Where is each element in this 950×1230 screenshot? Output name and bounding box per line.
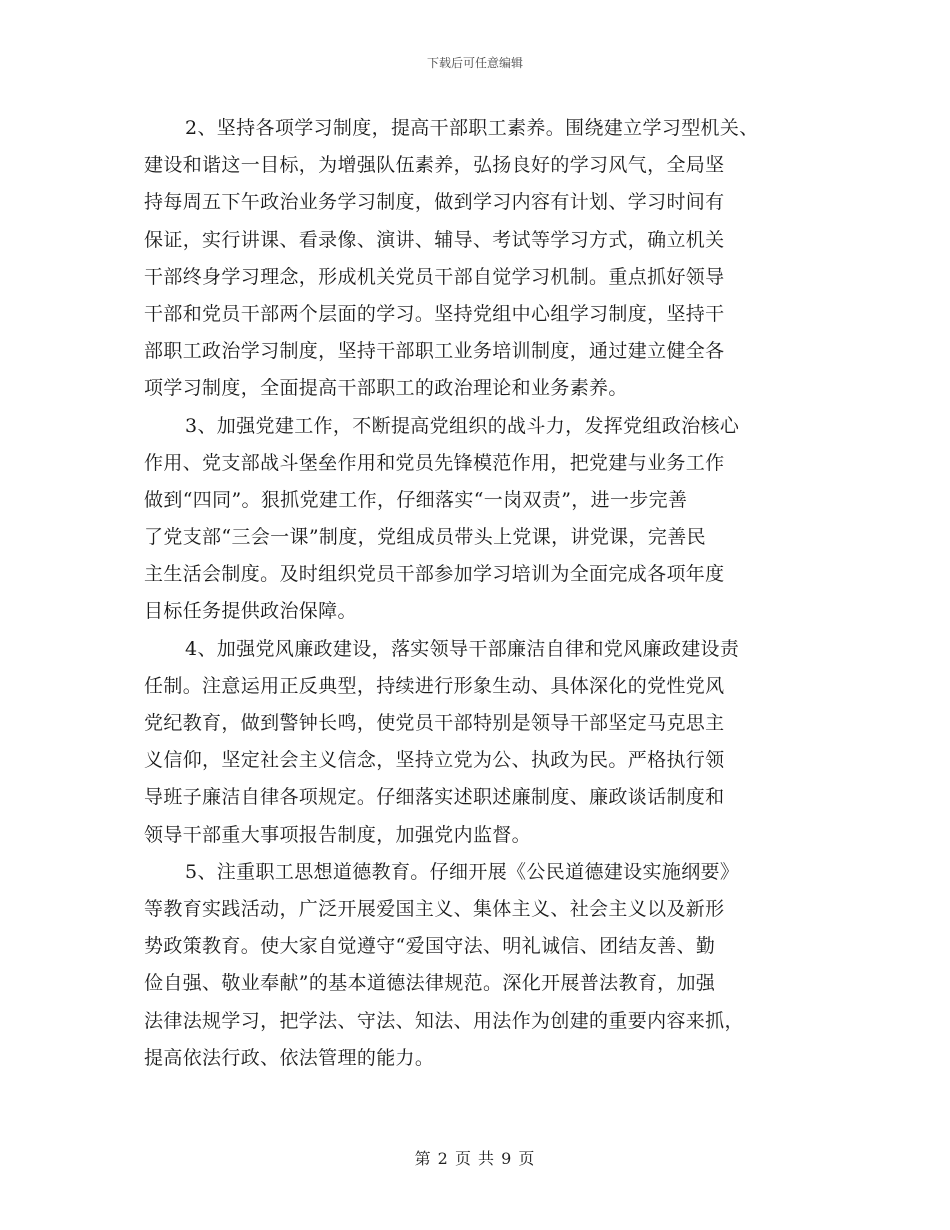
text-line: 5、注重职工思想道德教育。仔细开展《公民道德建设实施纲要》 xyxy=(185,860,740,883)
paragraph-4 xyxy=(144,631,809,854)
text-line: 领导干部重大事项报告制度，加强党内监督。 xyxy=(144,823,532,846)
document-body xyxy=(144,110,809,1077)
page-header: 下载后可任意编辑 xyxy=(426,56,523,70)
text-line: 导班子廉洁自律各项规定。仔细落实述职述廉制度、廉政谈话制度和 xyxy=(144,786,725,809)
page-number-footer: 第 2 页 共 9 页 xyxy=(414,1149,536,1168)
text-line: 干部和党员干部两个层面的学习。坚持党组中心组学习制度，坚持干 xyxy=(144,302,725,325)
text-line: 党纪教育，做到警钟长鸣，使党员干部特别是领导干部坚定马克思主 xyxy=(144,712,725,734)
text-line: 持每周五下午政治业务学习制度，做到学习内容有计划、学习时间有 xyxy=(144,191,725,214)
text-line: 项学习制度，全面提高干部职工的政治理论和业务素养。 xyxy=(144,377,628,400)
text-line: 干部终身学习理念，形成机关党员干部自觉学习机制。重点抓好领导 xyxy=(144,265,725,288)
text-line: 义信仰，坚定社会主义信念，坚持立党为公、执政为民。严格执行领 xyxy=(144,749,725,772)
text-line: 做到“四同”。狠抓党建工作，仔细落实“一岗双责”，进一步完善 xyxy=(144,488,688,511)
text-line: 部职工政治学习制度，坚持干部职工业务培训制度，通过建立健全各 xyxy=(144,340,725,363)
paragraph-2 xyxy=(144,110,809,408)
text-line: 作用、党支部战斗堡垒作用和党员先锋模范作用，把党建与业务工作 xyxy=(144,451,725,474)
text-line: 3、加强党建工作，不断提高党组织的战斗力，发挥党组政治核心 xyxy=(185,414,740,437)
text-line: 任制。注意运用正反典型，持续进行形象生动、具体深化的党性党风 xyxy=(144,674,725,697)
text-line: 提高依法行政、依法管理的能力。 xyxy=(144,1046,435,1069)
paragraph-5 xyxy=(144,854,809,1077)
text-line: 俭自强、敬业奉献”的基本道德法律规范。深化开展普法教育，加强 xyxy=(144,972,716,995)
text-line: 了党支部“三会一课”制度，党组成员带头上党课，讲党课，完善民 xyxy=(144,526,706,549)
paragraph-3 xyxy=(144,408,809,631)
text-line: 等教育实践活动，广泛开展爱国主义、集体主义、社会主义以及新形 xyxy=(144,897,725,920)
text-line: 2、坚持各项学习制度，提高干部职工素养。围绕建立学习型机关、 xyxy=(185,117,759,139)
text-line: 保证，实行讲课、看录像、演讲、辅导、考试等学习方式，确立机关 xyxy=(144,228,725,251)
text-line: 主生活会制度。及时组织党员干部参加学习培训为全面完成各项年度 xyxy=(144,563,725,586)
text-line: 建设和谐这一目标，为增强队伍素养，弘扬良好的学习风气，全局坚 xyxy=(144,154,725,177)
text-line: 目标任务提供政治保障。 xyxy=(144,600,357,623)
text-line: 势政策教育。使大家自觉遵守“爱国守法、明礼诚信、团结友善、勤 xyxy=(144,935,716,958)
text-line: 4、加强党风廉政建设，落实领导干部廉洁自律和党风廉政建设责 xyxy=(185,637,740,660)
text-line: 法律法规学习，把学法、守法、知法、用法作为创建的重要内容来抓， xyxy=(144,1009,744,1032)
